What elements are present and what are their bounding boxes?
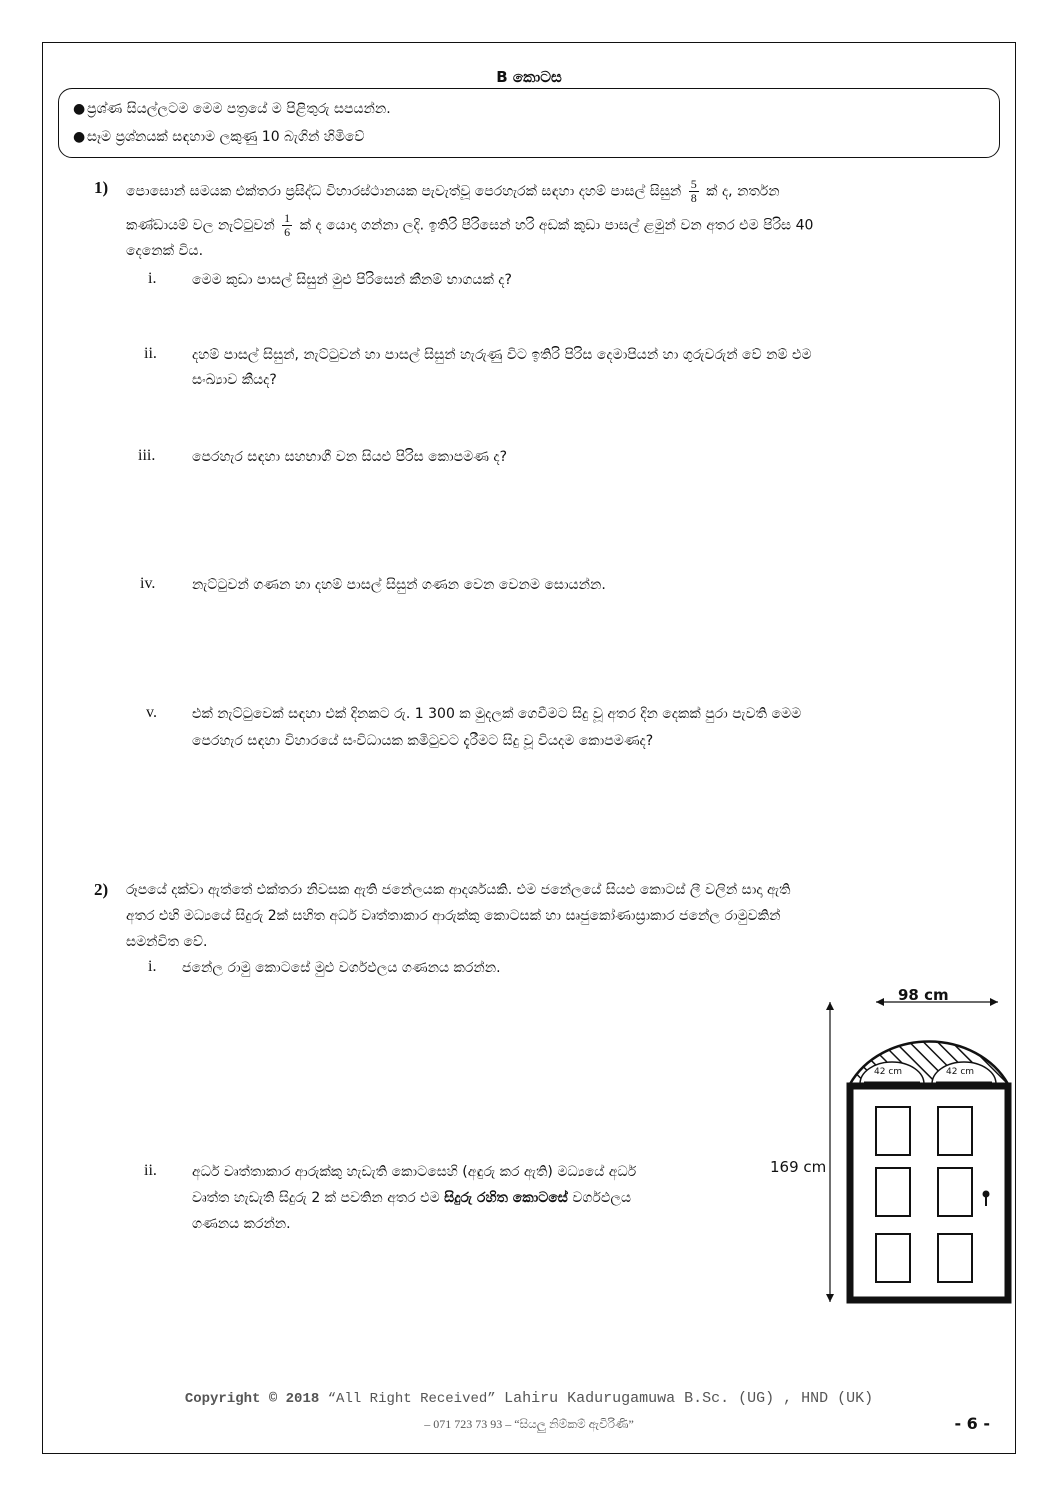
question-2-line-3: සමන්විත වේ. [126, 934, 208, 950]
q2-part-ii-text [192, 1190, 631, 1206]
q1-part-v-text: පෙරහැර සඳහා විහාරයේ සංවිධායක කමිටුවට දැරීමට සිදු වූ වියදම කොපමණද? [192, 733, 654, 749]
instruction-text: ප්‍රශ්ණ සියල්ලටම මෙම පත්‍රයේ ම පිළිතුරු සපයන්න. [87, 101, 391, 117]
arrow-head-icon [990, 998, 998, 1006]
instruction-item [73, 129, 365, 145]
footer-copyright [0, 1390, 1058, 1407]
q1-part-ii-text: දහම් පාසල් සිසුන්, නැට්ටුවන් හා පාසල් සිසුන් හැරුණු විට ඉතිරි පිරිස දෙමාපියන් හා ගුරුවරුන් වේ නම් එම [192, 347, 812, 363]
question-2-number: 2) [94, 880, 109, 899]
q1-part-label: iv. [140, 575, 156, 592]
q2-part-label: i. [148, 958, 157, 975]
bullet-icon: ● [73, 129, 86, 145]
arrow-head-icon [876, 998, 884, 1006]
q1-part-label: i. [148, 270, 157, 287]
q2-part-label: ii. [144, 1162, 157, 1179]
q1-part-label: v. [146, 704, 157, 721]
instructions-box [58, 88, 1000, 158]
q1-text: කණ්ඩායම් වල නැට්ටුවන් [126, 217, 275, 234]
copyright-quote: “All Right Received” [327, 1391, 496, 1407]
arrow-head-icon [826, 1002, 834, 1010]
q1-part-ii-text: සංඛ්‍යාව කීයද? [192, 372, 277, 388]
footer-contact: – 071 723 73 93 – “සියලු නිම්කම් ඇවිරිණි” [424, 1417, 634, 1431]
question-1-line-3: දෙනෙක් විය. [126, 243, 204, 259]
window-diagram [818, 980, 1018, 1310]
q1-part-label: ii. [144, 345, 157, 362]
q2-part-ii-text: අර්ධ වෘත්තාකාර ආරුක්කු හැඩැති කොටසෙහි (අඳුරු කර ඇති) මධ්‍යයේ අර්ධ [192, 1164, 637, 1180]
q1-part-v-text: එක් නැට්ටුවෙක් සඳහා එක් දිනකට රු. 1 300 ක මුදලක් ගෙවීමට සිදු වූ අතර දින දෙකක් පුරා පැවති මෙම [192, 706, 802, 722]
q1-part-i-text: මෙම කුඩා පාසල් සිසුන් මුළු පිරිසෙන් කීනම් භාගයක් ද? [192, 272, 512, 288]
q2-text: වර්ගඵලය [572, 1190, 632, 1206]
q2-part-ii-text: ගණනය කරන්න. [192, 1216, 291, 1232]
frac-den: 8 [690, 191, 697, 205]
q1-part-label: iii. [138, 447, 156, 464]
question-2-line-1: රූපයේ දක්වා ඇත්තේ එක්තරා නිවසක ඇති ජනේලයක ආදර්ශයකි. එම ජනේලයේ සියළු කොටස් ලී වලින් සාදා ඇති [126, 882, 791, 898]
q1-part-iii-text: පෙරහැර සඳහා සහභාගී වන සියළු පිරිස කොපමණ ද? [192, 449, 508, 465]
pane [876, 1168, 910, 1216]
pane [938, 1107, 972, 1155]
height-label: 169 cm [770, 1158, 827, 1176]
question-1-line-1 [126, 178, 780, 205]
instruction-item [73, 101, 391, 117]
page-number: - 6 - [954, 1414, 990, 1433]
question-1-line-2 [126, 212, 813, 239]
hole-right-label: 42 cm [946, 1067, 975, 1077]
q2-part-i-text: ජනේල රාමු කොටසේ මුළු වර්ගඵලය ගණනය කරන්න. [182, 960, 501, 976]
hole-left-label: 42 cm [874, 1067, 903, 1077]
window-figure [770, 980, 1018, 1310]
copyright-text: Copyright © 2018 [184, 1391, 320, 1407]
pane [876, 1107, 910, 1155]
section-title: B කොටස [496, 68, 562, 86]
bullet-icon: ● [73, 101, 86, 117]
pane [876, 1234, 910, 1282]
arrow-head-icon [826, 1294, 834, 1302]
pane [938, 1234, 972, 1282]
q1-text: ක් ද යොදා ගන්නා ලදි. ඉතිරි පිරිසෙන් හරි අඩක් කුඩා පාසල් ළමුන් වන අතර එම පිරිස 40 [299, 217, 814, 234]
width-label: 98 cm [898, 986, 949, 1004]
q2-text: වෘත්ත හැඩැති සිදුරු 2 ක් පවතින අතර එම [192, 1190, 440, 1206]
q1-part-iv-text: නැට්ටුවන් ගණන හා දහම් පාසල් සිසුන් ගණන වෙන වෙනම සොයන්න. [192, 577, 606, 593]
copyright-author: Lahiru Kadurugamuwa B.Sc. (UG) , HND (UK) [504, 1390, 874, 1407]
q2-text-bold: සිදුරු රහිත කොටසේ [444, 1190, 568, 1206]
frac-num: 1 [284, 211, 291, 225]
q1-text: ක් ද, නර්තන [706, 183, 780, 200]
instruction-text: සෑම ප්‍රශ්නයක් සඳහාම ලකුණු 10 බැගින් හිමිවේ [87, 129, 365, 145]
pane [938, 1168, 972, 1216]
q1-text: පොසොන් සමයක එක්තරා ප්‍රසිද්ධ විහාරස්ථානයක පැවැත්වූ පෙරහැරක් සඳහා දහම් පාසල් සිසුන් [126, 183, 682, 200]
frac-num: 5 [690, 177, 697, 191]
question-1-number: 1) [94, 178, 109, 197]
fraction-five-eighths [689, 178, 699, 205]
frac-den: 6 [284, 225, 291, 239]
question-2-line-2: අතර එහි මධ්‍යයේ සිදුරු 2ක් සහිත අර්ධ වෘත්තාකාර ආරුක්කු කොටසක් හා සෘජුකෝණාස්‍රාකාර ජනේල රාමුවකින් [126, 908, 781, 924]
fraction-one-sixth [282, 212, 292, 239]
